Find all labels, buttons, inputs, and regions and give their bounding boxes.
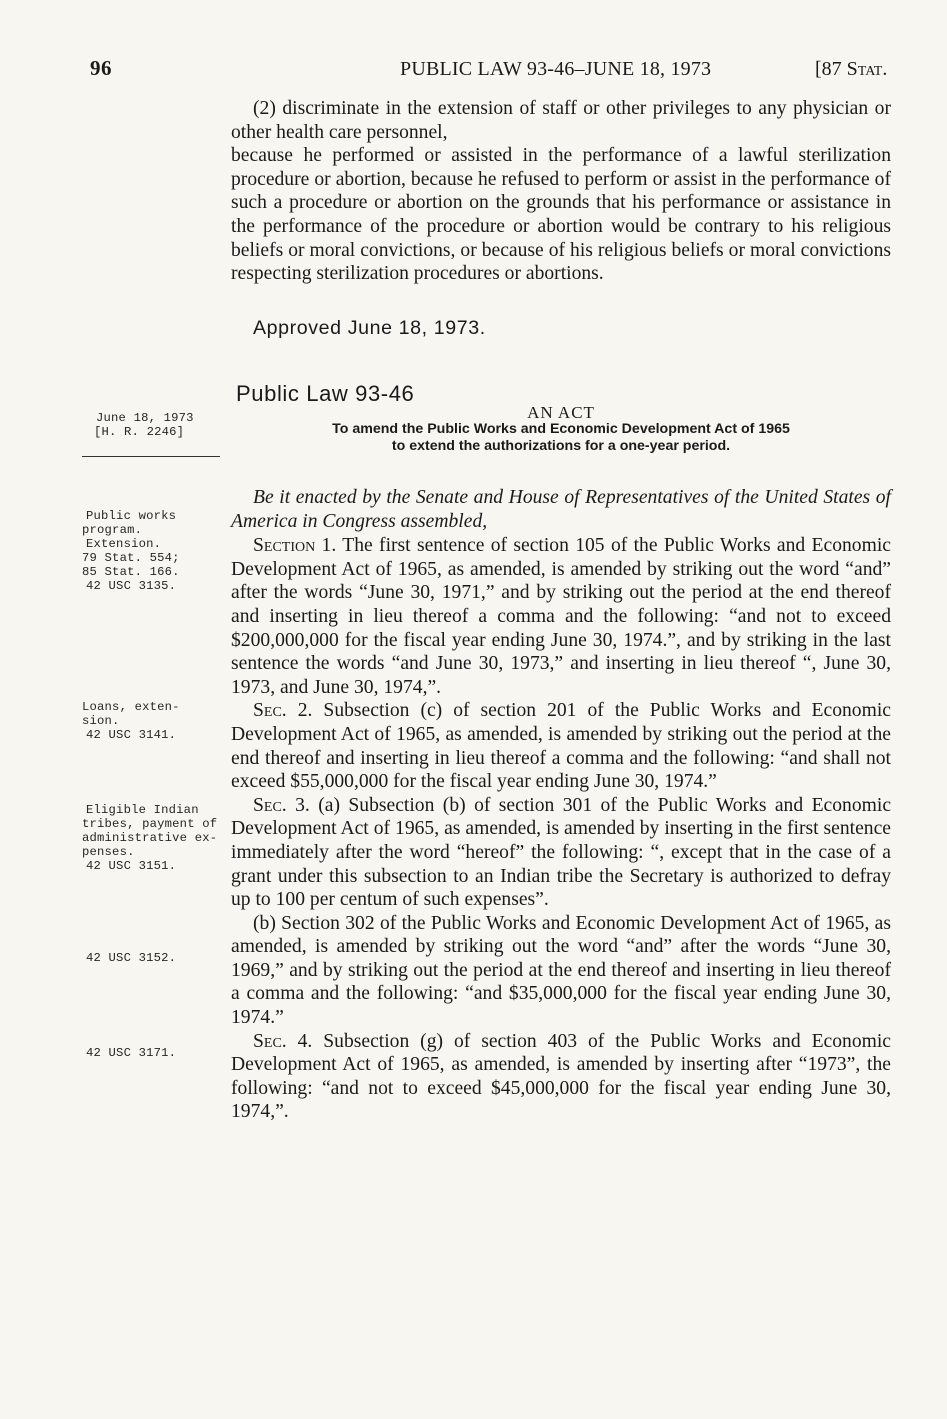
section-4-label: Sec. 4. xyxy=(253,1030,313,1052)
margin-note-line: 85 Stat. 166. xyxy=(82,565,180,579)
margin-note-line: 79 Stat. 554; xyxy=(82,551,180,565)
page-number: 96 xyxy=(90,56,112,80)
margin-note-usc-3152 xyxy=(82,951,220,965)
section-3-label: Sec. 3. xyxy=(253,794,310,816)
margin-note-line: Loans, exten- xyxy=(82,700,180,714)
section-1 xyxy=(231,534,891,699)
margin-note-line: Extension. xyxy=(86,537,162,551)
section-4-text: Subsection (g) of section 403 of the Public Works and Economic Development Act of 1965, as amended, is amended by inserting after “1973”, the following: “and not to exceed $45,000,000 for the fiscal year ending June 30, 1974,”. xyxy=(231,1030,892,1123)
margin-note-line: 42 USC 3141. xyxy=(86,728,177,742)
margin-note-loans xyxy=(82,700,220,742)
act-body xyxy=(231,486,891,1124)
section-3b xyxy=(231,912,891,1030)
section-4 xyxy=(231,1030,891,1124)
margin-note-line: 42 USC 3152. xyxy=(86,951,177,965)
act-heading: AN ACT xyxy=(527,403,595,422)
margin-note-line: sion. xyxy=(82,714,120,728)
approved-date: Approved June 18, 1973. xyxy=(253,317,486,339)
margin-note-line: Eligible Indian xyxy=(86,803,199,817)
margin-note-line: 42 USC 3151. xyxy=(86,859,177,873)
previous-law-text xyxy=(231,97,891,286)
margin-note-indian-tribes xyxy=(82,803,220,873)
section-2-label: Sec. 2. xyxy=(253,700,313,722)
statute-reference: [87 Stat. xyxy=(815,58,888,80)
section-2 xyxy=(231,699,891,793)
margin-note-line: Public works xyxy=(86,509,177,523)
act-purpose-line-1: To amend the Public Works and Economic Development Act of 1965 xyxy=(332,421,790,437)
bill-number: [H. R. 2246] xyxy=(94,425,185,439)
margin-note-line: 42 USC 3171. xyxy=(86,1046,177,1060)
section-3a xyxy=(231,794,891,912)
margin-note-line: tribes, payment of xyxy=(82,817,218,831)
law-date-note xyxy=(82,411,220,439)
section-3b-text: (b) Section 302 of the Public Works and Economic Development Act of 1965, as amended, is amended by striking out the word “and” after the words “June 30, 1969,” and by striking out the period at the end thereof and inserting in lieu thereof a comma and the following: “and $35,000,000 for the fiscal year ending June 30, 1974.” xyxy=(231,912,891,1029)
clause-2-lead: (2) discriminate in the extension of staff or other privileges to any physician or other health care personnel, xyxy=(231,98,891,143)
margin-note-usc-3171 xyxy=(82,1046,220,1060)
law-date: June 18, 1973 xyxy=(96,411,194,425)
margin-note-line: 42 USC 3135. xyxy=(86,579,177,593)
act-title-block xyxy=(231,404,891,455)
clause-2-body: because he performed or assisted in the performance of a lawful sterilization procedure or abortion, because he refused to perform or assist in the performance of such a procedure or abortion on the grounds that his performance or assistance in the performance of the procedure or abortion would be contrary to his religious beliefs or moral convictions, or because of his religious beliefs or moral convictions respecting sterilization procedures or abortions. xyxy=(231,145,891,285)
running-head: PUBLIC LAW 93-46–JUNE 18, 1973 xyxy=(400,58,712,80)
section-1-label: Section 1. xyxy=(253,535,337,557)
section-2-text: Subsection (c) of section 201 of the Public Works and Economic Development Act of 1965, as amended, is amended by striking out the period at the end thereof and inserting in lieu thereof a comma and the following: “and shall not exceed $55,000,000 for the fiscal year ending June 30, 1974.” xyxy=(231,700,891,793)
enacting-clause: Be it enacted by the Senate and House of Representatives of the United States of America in Congress assembled, xyxy=(231,487,891,532)
margin-note-line: penses. xyxy=(82,845,135,859)
section-1-text: The first sentence of section 105 of the Public Works and Economic Development Act of 1965, as amended, is amended by striking out the word “and” after the words “June 30, 1971,” and by striking out the period at the end thereof and inserting in lieu thereof a comma and the following: “and not to exceed $200,000,000 for the fiscal year ending June 30, 1974.”, and by striking in the last sentence the words “and June 30, 1973,” and inserting in lieu thereof “, June 30, 1973, and June 30, 1974,”. xyxy=(231,535,891,698)
act-purpose-line-2: to extend the authorizations for a one-year period. xyxy=(391,438,731,454)
law-title: Public Law 93-46 xyxy=(236,381,415,406)
margin-note-public-works xyxy=(82,509,220,593)
margin-note-line: program. xyxy=(82,523,143,537)
margin-divider xyxy=(82,456,220,457)
section-3a-text: (a) Subsection (b) of section 301 of the Public Works and Economic Development Act of 1965, as amended, is amended by inserting in the first sentence immediately after the word “hereof” the following: “, except that in the case of a grant under this subsection to an Indian tribe the Secretary is authorized to defray up to 100 per centum of such expenses”. xyxy=(231,794,892,911)
margin-note-line: administrative ex- xyxy=(82,831,218,845)
